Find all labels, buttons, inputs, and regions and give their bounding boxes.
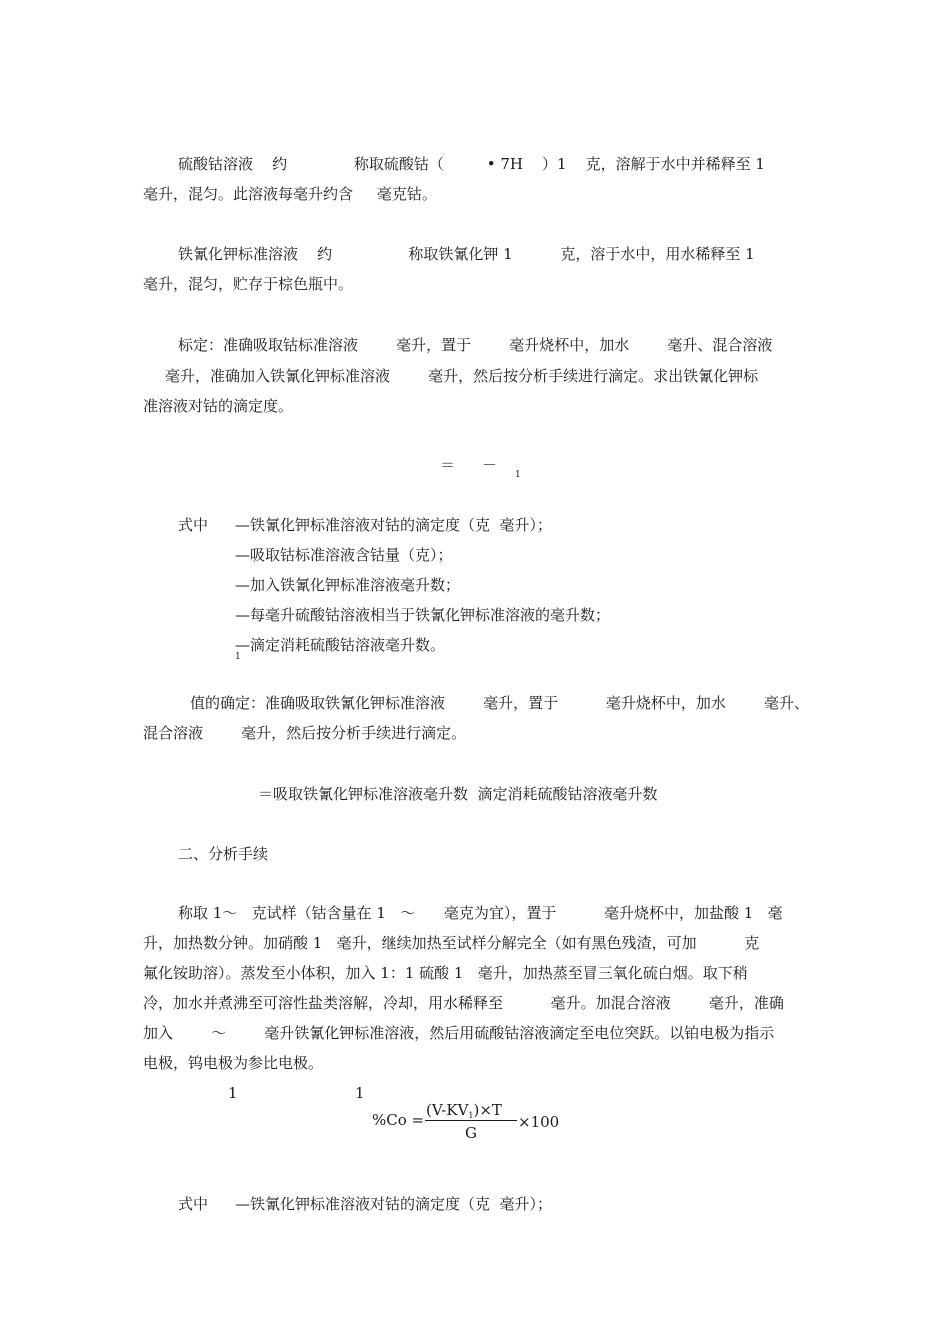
p5-line4: 冷，加水并煮沸至可溶性盐类溶解，冷却，用水稀释至 毫升。加混合溶液 毫升，准确	[143, 994, 784, 1012]
where2-def1: —铁氰化钾标准溶液对钴的滴定度（克 毫升）；	[235, 1195, 553, 1213]
p5-line3: 氟化铵助溶）。蒸发至小体积，加入 1：1 硫酸 1 毫升，加热蒸至冒三氧化硫白烟。取下稍	[143, 964, 748, 982]
p5-line2: 升，加热数分钟。加硝酸 1 毫升，继续加热至试样分解完全（如有黑色残渣，可加 克	[143, 934, 760, 952]
where2-label: 式中	[178, 1195, 209, 1213]
formula-numerator-tail: )×T	[473, 1101, 502, 1119]
eq2-definition: ＝吸取铁氰化钾标准溶液毫升数 滴定消耗硫酸钴溶液毫升数	[258, 785, 658, 803]
p5-line5: 加入 ～ 毫升铁氰化钾标准溶液，然后用硫酸钴溶液滴定至电位突跃。以铂电极为指示	[143, 1024, 775, 1042]
p3-line3: 准溶液对钴的滴定度。	[143, 397, 294, 415]
formula-denominator: G	[465, 1124, 477, 1142]
formula-numerator	[426, 1101, 502, 1120]
p4-line2: 混合溶液 毫升，然后按分析手续进行滴定。	[143, 724, 467, 742]
formula-lhs: %Co =	[372, 1111, 425, 1129]
formula-numerator-main: (V-KV	[426, 1101, 469, 1119]
fraction-bar	[425, 1120, 517, 1121]
where1-def5-subscript: 1	[235, 652, 241, 662]
p1-line2: 毫升，混匀。此溶液每毫升约含 毫克钴。	[143, 185, 437, 203]
stray-digit-b: 1	[355, 1084, 365, 1102]
p3-line2: 毫升，准确加入铁氰化钾标准溶液 毫升，然后按分析手续进行滴定。求出铁氰化钾标	[165, 367, 759, 385]
where1-def4: —每毫升硫酸钴溶液相当于铁氰化钾标准溶液的毫升数；	[235, 606, 611, 624]
formula-numerator-subscript: 1	[468, 1111, 474, 1120]
stray-digit-a: 1	[228, 1084, 238, 1102]
formula-multiplier: ×100	[518, 1113, 560, 1131]
where1-def1: —铁氰化钾标准溶液对钴的滴定度（克 毫升）；	[235, 516, 553, 534]
p2-line1: 铁氰化钾标准溶液 约 称取铁氰化钾 1 克，溶于水中，用水稀释至 1	[178, 245, 755, 263]
eq1-minus: －	[482, 456, 498, 474]
where1-def5: —滴定消耗硫酸钴溶液毫升数。	[235, 636, 446, 654]
where1-label: 式中	[178, 516, 209, 534]
p4-line1: 值的确定：准确吸取铁氰化钾标准溶液 毫升，置于 毫升烧杯中，加水 毫升、	[190, 694, 809, 712]
p3-line1: 标定：准确吸取钴标准溶液 毫升，置于 毫升烧杯中，加水 毫升、混合溶液	[178, 336, 773, 354]
section-heading: 二、分析手续	[178, 845, 269, 863]
where1-def3: —加入铁氰化钾标准溶液毫升数；	[235, 576, 461, 594]
eq1-equals: ＝	[440, 456, 456, 474]
cobalt-percent-formula	[372, 1100, 572, 1150]
where1-def2: —吸取钴标准溶液含钴量（克）；	[235, 546, 453, 564]
eq1-subscript: 1	[515, 470, 521, 480]
p1-line1: 硫酸钴溶液 约 称取硫酸钴（ • 7H ）1 克，溶解于水中并稀释至 1	[178, 155, 765, 173]
p5-line1: 称取 1～ 克试样（钴含量在 1 ～ 毫克为宜），置于 毫升烧杯中，加盐酸 1 毫	[178, 904, 783, 922]
p5-line6: 电极，钨电极为参比电极。	[143, 1054, 324, 1072]
p2-line2: 毫升，混匀，贮存于棕色瓶中。	[143, 275, 354, 293]
